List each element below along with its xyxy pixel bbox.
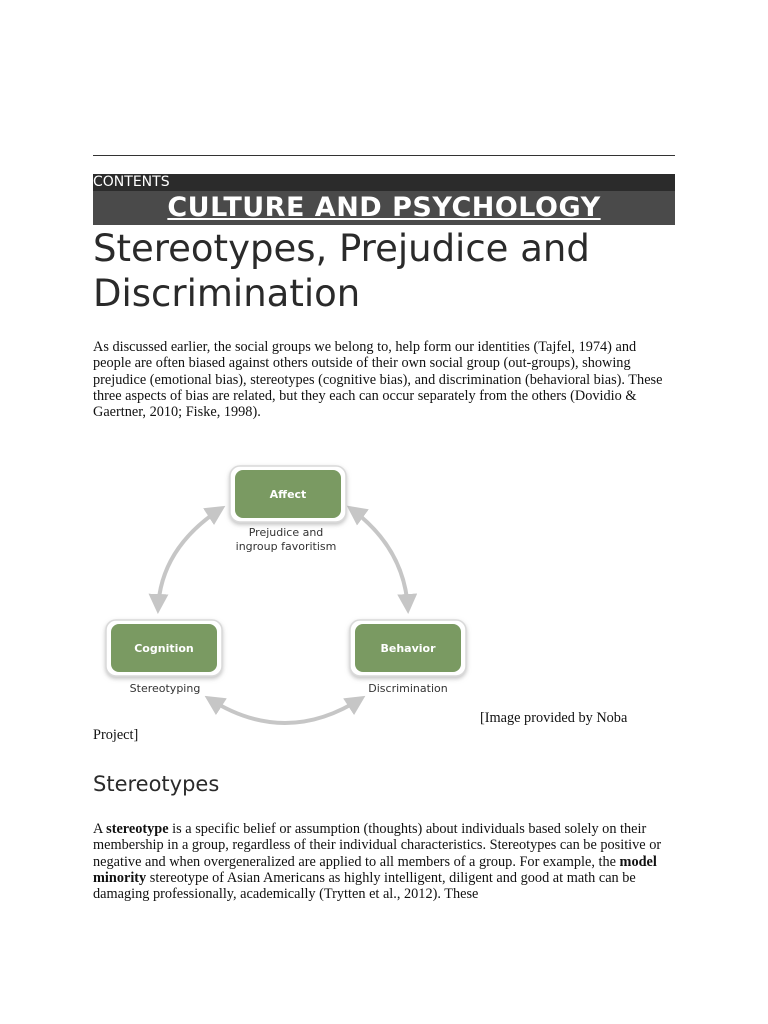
arrow-affect-cognition [158,508,222,610]
node-affect-label: Affect [269,488,307,501]
node-behavior-caption: Discrimination [368,682,448,695]
bias-diagram [100,458,480,728]
node-affect [230,466,346,553]
figure-caption-line2: Project] [93,727,139,743]
term-stereotype: stereotype [106,821,169,837]
node-cognition-label: Cognition [134,642,194,655]
figure-caption [93,710,673,744]
para-text-a: A [93,821,107,837]
intro-paragraph: As discussed earlier, the social groups we belong to, help form our identities (Tajfel, 1974) and people are often biased against others outside of their own social group (out-groups), showing prejudice (emotional bias), stereotypes (cognitive bias), and discrimination (behavioral bias). These three aspects of bias are related, but they each can occur separately from the others (Dovidio & Gaertner, 2010; Fiske, 1998). [93,339,663,421]
contents-bar[interactable] [93,174,675,191]
figure-caption-line1: [Image provided by Noba [480,710,628,726]
arrow-affect-behavior [350,508,408,610]
node-behavior-label: Behavior [380,642,436,655]
para-text-c: stereotype of Asian Americans as highly intelligent, diligent and good at math can be damaging professionally, academically (Trytten et al., 2012). These [93,869,636,903]
term-model-minority: model minority [93,853,657,886]
banner-title: CULTURE AND PSYCHOLOGY [167,192,601,223]
page-title: Stereotypes, Prejudice and Discrimination [93,227,590,315]
node-behavior [350,620,466,695]
node-affect-caption1: Prejudice and [248,526,324,539]
section-heading-stereotypes: Stereotypes [93,772,220,796]
stereotypes-paragraph [93,821,673,902]
top-divider [93,155,675,156]
book-banner [93,191,675,225]
para-text-b: is a specific belief or assumption (thoughts) about individuals based solely on their membership in a group, regardless of their individual characteristics. Stereotypes can be positive or negative and when overgeneralized are applied to all members of a group. For example, the [93,821,662,870]
node-cognition-caption: Stereotyping [129,682,201,695]
node-cognition [106,620,222,695]
contents-label[interactable]: CONTENTS [93,174,170,190]
node-affect-caption2: ingroup favoritism [235,540,337,553]
